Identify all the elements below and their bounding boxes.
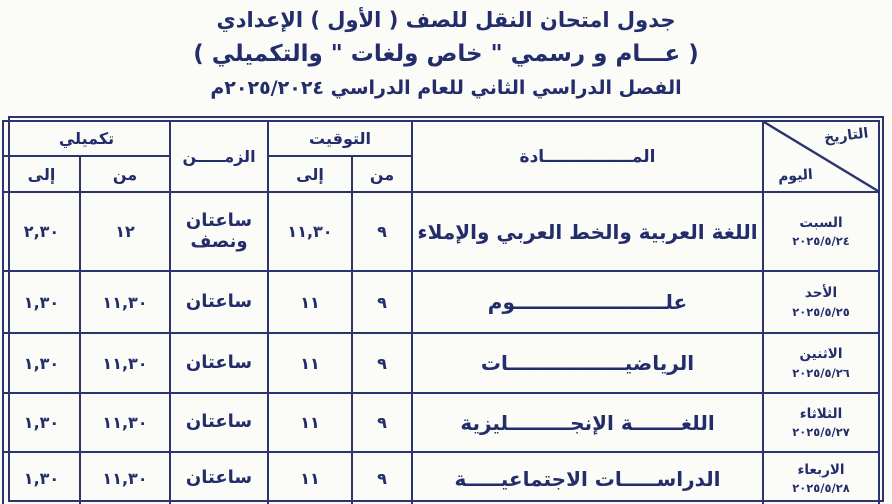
supp-from-cell: ١٢	[80, 192, 170, 271]
supp-to-cell: ٢,٣٠	[3, 192, 80, 271]
time-to-cell: ١١	[268, 271, 352, 333]
subject-cell: الدراســـــات الاجتماعيـــــة	[412, 452, 763, 504]
header-timing: التوقيت	[268, 121, 412, 156]
day-name: الاربعاء	[797, 461, 845, 478]
day-date: ٢٠٢٥/٥/٢٨	[792, 481, 850, 495]
day-date-cell	[763, 192, 879, 271]
day-name: الاثنين	[799, 346, 843, 363]
corner-date-label: التاريخ	[822, 125, 869, 147]
time-from-cell: ٩	[352, 192, 412, 271]
title-block	[0, 0, 892, 101]
supp-to-cell: ١,٣٠	[3, 333, 80, 393]
table-row	[3, 393, 879, 452]
page-title: جدول امتحان النقل للصف ( الأول ) الإعدادي	[216, 8, 676, 32]
supp-to-cell: ١,٣٠	[3, 271, 80, 333]
subject-cell: اللغة العربية والخط العربي والإملاء	[412, 192, 763, 271]
day-date: ٢٠٢٥/٥/٢٥	[792, 304, 850, 319]
corner-day-label: اليوم	[777, 166, 814, 186]
subject-cell: اللغـــــــة الإنجـــــــــليزية	[412, 393, 763, 452]
page-subtitle-systems: ( عـــام و رسمي " خاص ولغات " والتكميلي )	[193, 41, 699, 68]
supp-to-cell: ١,٣٠	[3, 393, 80, 452]
duration-cell: ساعتان	[170, 271, 268, 333]
date-day-corner-cell	[763, 121, 879, 192]
header-row-top	[3, 121, 879, 156]
header-timing-from: من	[352, 156, 412, 192]
day-date: ٢٠٢٥/٥/٢٧	[792, 425, 850, 439]
supp-from-cell: ١١,٣٠	[80, 333, 170, 393]
day-date-cell	[763, 452, 879, 504]
duration-cell: ساعتان ونصف	[170, 192, 268, 271]
subject-cell: علــــــــــــــــــــــوم	[412, 271, 763, 333]
header-supp-to: إلى	[3, 156, 80, 192]
duration-cell: ساعتان	[170, 393, 268, 452]
exam-schedule-table	[8, 116, 884, 502]
time-to-cell: ١١	[268, 393, 352, 452]
day-date-cell	[763, 271, 879, 333]
header-supplementary: تكميلي	[3, 121, 170, 156]
table-row	[3, 192, 879, 271]
day-name: السبت	[799, 214, 843, 231]
time-from-cell: ٩	[352, 271, 412, 333]
header-subject: المـــــــــــــــادة	[412, 121, 763, 192]
day-date: ٢٠٢٥/٥/٢٤	[792, 234, 850, 248]
page-subtitle-term: الفصل الدراسي الثاني للعام الدراسي ٢٠٢٥/٢٠٢٤م	[210, 77, 682, 99]
supp-from-cell: ١١,٣٠	[80, 271, 170, 333]
day-date: ٢٠٢٥/٥/٢٦	[792, 365, 850, 380]
day-name: الثلاثاء	[799, 405, 843, 422]
duration-cell: ساعتان	[170, 452, 268, 504]
supp-from-cell: ١١,٣٠	[80, 393, 170, 452]
time-from-cell: ٩	[352, 452, 412, 504]
table-row	[3, 333, 879, 393]
time-from-cell: ٩	[352, 333, 412, 393]
time-to-cell: ١١	[268, 333, 352, 393]
time-to-cell: ١١,٣٠	[268, 192, 352, 271]
duration-cell: ساعتان	[170, 333, 268, 393]
supp-to-cell: ١,٣٠	[3, 452, 80, 504]
table-row	[3, 271, 879, 333]
supp-from-cell: ١١,٣٠	[80, 452, 170, 504]
header-duration: الزمـــــن	[170, 121, 268, 192]
day-date-cell	[763, 333, 879, 393]
day-date-cell	[763, 393, 879, 452]
table-row	[3, 452, 879, 504]
time-from-cell: ٩	[352, 393, 412, 452]
subject-cell: الرياضيـــــــــــــــــات	[412, 333, 763, 393]
time-to-cell: ١١	[268, 452, 352, 504]
header-timing-to: إلى	[268, 156, 352, 192]
header-supp-from: من	[80, 156, 170, 192]
day-name: الأحد	[804, 285, 838, 302]
